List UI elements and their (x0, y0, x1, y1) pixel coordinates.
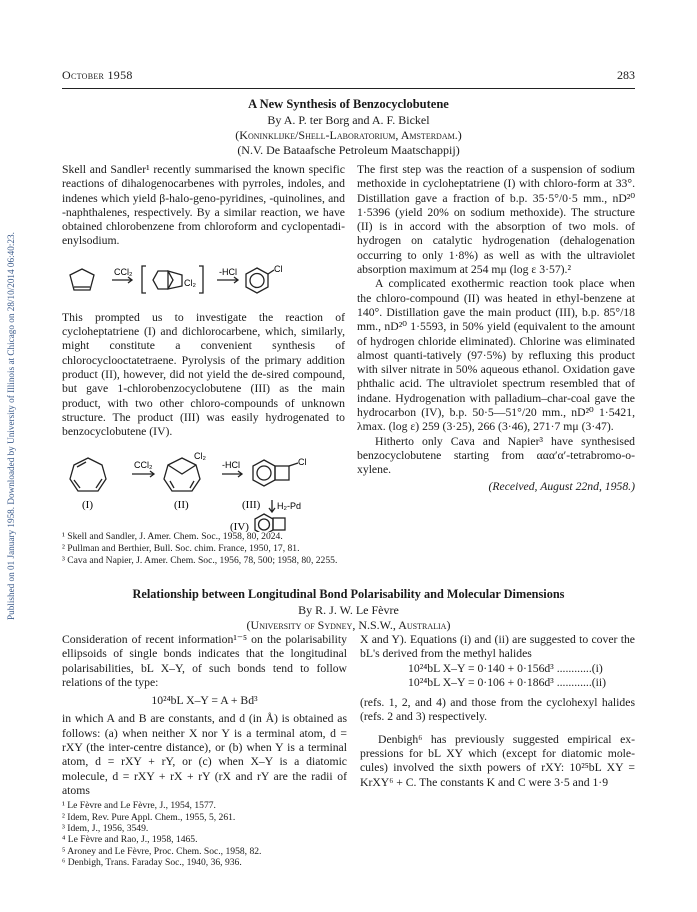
article2-affiliation: (University of Sydney, N.S.W., Australia) (246, 618, 451, 632)
chlorobenzocyclobutene-ring (253, 460, 275, 486)
scheme-2-svg (62, 452, 362, 532)
article2-paragraph: (refs. 1, 2, and 4) and those from the cyclohexyl halides (refs. 2 and 3) respectively. (360, 696, 635, 724)
article2-paragraph: Consideration of recent information¹⁻⁵ on the polarisability ellipsoids of single bonds indicates that the longitudinal polarisabilities, bL X–Y, of such bonds tend to follow relations of the type: (62, 633, 347, 689)
article2-right-column (360, 633, 635, 790)
article2-footnotes (62, 800, 347, 868)
running-head-date: October 1958 (62, 68, 133, 82)
scheme-1-svg (62, 260, 345, 298)
article1-byline: By A. P. ter Borg and A. F. Bickel (267, 113, 430, 127)
article1-footnotes (62, 531, 482, 566)
scheme-label: Cl (274, 264, 283, 274)
running-head (62, 68, 635, 88)
reaction-scheme-2 (62, 452, 362, 532)
scheme-label: Cl₂ (184, 278, 196, 288)
compound-label: (I) (82, 499, 93, 511)
cycloheptatriene-ring (70, 458, 106, 491)
download-watermark: Published on 01 January 1958. Downloaded by University of Illinois at Chicago on 28/10/2014 06:40:23. (6, 232, 16, 620)
bracket-left (142, 266, 146, 293)
scheme-reagent: CCl₂ (134, 460, 153, 470)
benzocyclobutene-ring (255, 514, 273, 532)
footnote: ⁴ Le Fèvre and Rao, J., 1958, 1465. (62, 834, 198, 846)
reaction-scheme-1 (62, 260, 345, 298)
article2-paragraph: Denbigh⁶ has previously suggested empirical ex-pressions for bL XY which (except for diatomic mole-cules) involved the sixth powers of rXY: 10²⁵bL XY = KrXY⁶ + C. The constants K and C were 3·5 and 1·9 (360, 732, 635, 789)
footnote: ² Pullman and Berthier, Bull. Soc. chim. France, 1950, 17, 81. (62, 542, 300, 554)
scheme-reagent: -HCl (222, 460, 240, 470)
scheme-label: Cl (298, 457, 307, 467)
article1-affiliation2: (N.V. De Bataafsche Petroleum Maatschappij) (237, 143, 460, 157)
article1-left-column (62, 163, 345, 439)
article1-paragraph: Hitherto only Cava and Napier³ have synthesised benzocyclobutene starting from ααα′α′-tetrabromo-o-xylene. (357, 434, 635, 477)
bracket-right (199, 266, 203, 293)
article1-paragraph: Skell and Sandler¹ recently summarised the known specific reactions of dihalogenocarbenes with pyrroles, indoles, and indenes which yield β-halo-geno-pyridines, -quinolines, and -naphthalenes, respectively. By a similar reaction, we have obtained chlorobenzene from chloroform and cyclopentadi-enylsodium. (62, 163, 345, 248)
compound-label: (II) (174, 499, 189, 511)
article1-affiliation: (Koninklijke/Shell-Laboratorium, Amsterdam.) (235, 128, 462, 142)
article1-title: A New Synthesis of Benzocyclobutene (248, 97, 449, 111)
scheme-reagent: H₂-Pd (277, 501, 301, 511)
received-date: (Received, August 22nd, 1958.) (488, 479, 635, 493)
equation-i: 10²⁴bL X–Y = 0·140 + 0·156d³ ............(i) (408, 661, 603, 675)
chlorobenzene-ring (246, 268, 268, 293)
article1-paragraph: This prompted us to investigate the reaction of cycloheptatriene (I) and dichlorocarbene, which, similarly, might constitute a convenient synthesis of chlorocyclooctatetraene. Pyrolysis of the primary addition product (II), however, did not yield the de-sired compound, but gave 1-chlorobenzocyclobutene (III) as the main product, with two other chloro-compounds of unknown structure. The product (III) was easily hydrogenated to benzocyclobutene (IV). (62, 310, 345, 439)
article2-byline: By R. J. W. Le Fèvre (298, 603, 399, 617)
footnote: ¹ Skell and Sandler, J. Amer. Chem. Soc., 1958, 80, 2024. (62, 531, 283, 542)
article2-paragraph: in which A and B are constants, and d (in Å) is obtained as follows: (a) when neither X nor Y is a terminal atom, d = rXY (the inter-centre distance), or (b) when Y is a terminal atom, d = rXY + rY, or (c) when X–Y is a diatomic molecule, d = rXY + rX + rY (rX and rY are the radii of atoms (62, 712, 347, 797)
header-rule (62, 88, 635, 89)
scheme-reagent: CCl₂ (114, 267, 133, 277)
compound-label: (IV) (230, 521, 249, 532)
scheme-reagent: -HCl (219, 267, 237, 277)
footnote: ² Idem, Rev. Pure Appl. Chem., 1955, 5, 261. (62, 811, 236, 823)
footnote: ⁵ Aroney and Le Fèvre, Proc. Chem. Soc., 1958, 82. (62, 845, 262, 857)
article1-paragraph: The first step was the reaction of a suspension of sodium methoxide in cycloheptatriene (I) with chloro-form at 33°. Distillation gave a fraction of b.p. 35·5°/0·5 mm., nD²⁰ 1·5396 (yield 20% on sodium methoxide). The structure (II) is in accord with the absorption of two mols. of hydrogen on catalytic hydrogenation (dehalogenation occurring to only 1·8%) as well as with the ultraviolet absorption maximum at 254 mμ (log ε 3·57).² (357, 163, 635, 277)
article1-paragraph: A complicated exothermic reaction took place when the chloro-compound (II) was heated in ethyl-benzene at 140°. Distillation gave the main product (III), b.p. 85°/18 mm., nD²⁰ 1·5593, in 50% yield (equivalent to the amount of hydrogen chloride eliminated). Chlorine was eliminated almost quanti-tatively (97·5%) by refluxing this product with silver nitrate in 50% aqueous ethanol. Oxidation gave phthalic acid. The ultraviolet spectrum resembled that of indane. Hydrogenation with palladium–char-coal gave the hydrocarbon (IV), b.p. 50·5—51°/20 mm., nD²⁰ 1·5421, λmax. (log ε) 259 (3·25), 266 (3·46), 271·7 mμ (3·47). (357, 277, 635, 434)
scheme-label: Cl₂ (194, 452, 206, 461)
equation-main: 10²⁴bL X–Y = A + Bd³ (151, 694, 258, 708)
article1-right-column (357, 163, 635, 494)
page-number: 283 (617, 68, 635, 82)
footnote: ³ Cava and Napier, J. Amer. Chem. Soc., 1956, 78, 500; 1958, 80, 2255. (62, 554, 338, 566)
article2-paragraph: X and Y). Equations (i) and (ii) are suggested to cover the bL's derived from the methyl halides (360, 633, 635, 661)
footnote: ⁶ Denbigh, Trans. Faraday Soc., 1940, 36, 936. (62, 857, 242, 869)
footnote: ¹ Le Fèvre and Le Fèvre, J., 1954, 1577. (62, 800, 216, 812)
equation-ii: 10²⁴bL X–Y = 0·106 + 0·186d³ ............(ii) (408, 675, 607, 689)
article2-title: Relationship between Longitudinal Bond Polarisability and Molecular Dimensions (132, 587, 565, 601)
bicyclic-intermediate (153, 271, 173, 289)
compound-label: (III) (242, 499, 261, 511)
article2-left-column (62, 633, 347, 869)
footnote: ³ Idem, J., 1956, 3549. (62, 823, 149, 835)
